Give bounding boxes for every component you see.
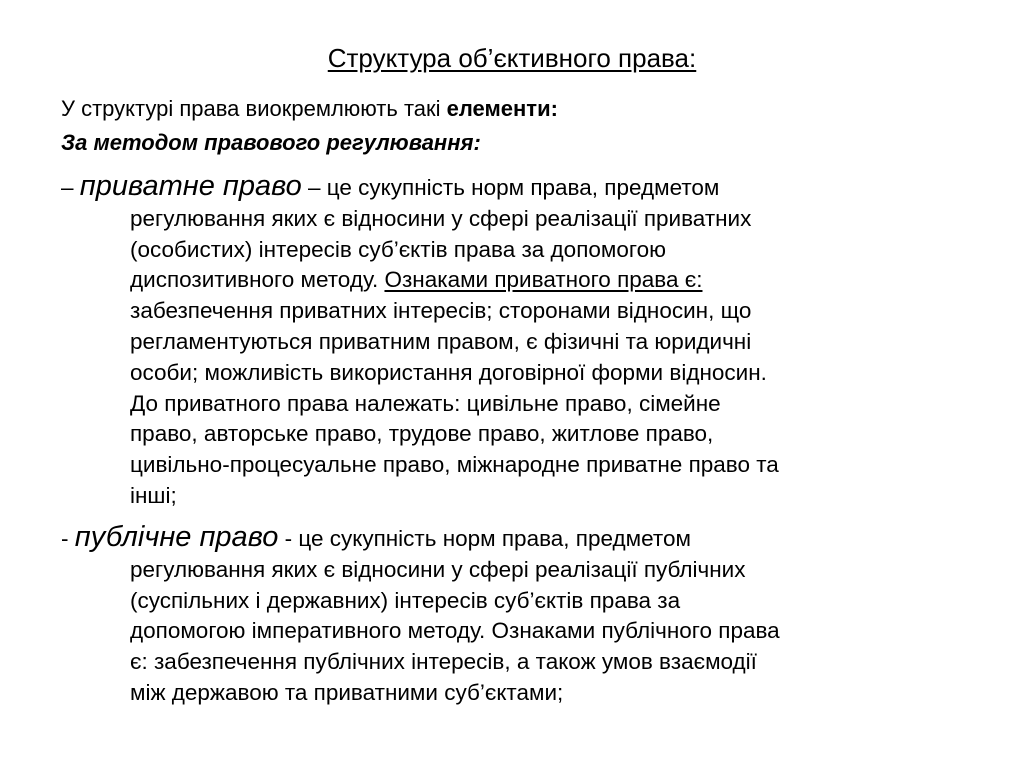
private-law-line: інші; (130, 482, 177, 508)
slide-title: Структура об’єктивного права: (327, 43, 697, 73)
private-law-bullet: – (61, 175, 80, 200)
public-law-first-line (61, 522, 966, 555)
intro-text (61, 94, 558, 124)
private-law-line: регламентуються приватним правом, є фізичні та юридичні (130, 328, 752, 354)
method-heading: За методом правового регулювання: (61, 130, 481, 155)
public-law-term: публічне право (74, 521, 279, 553)
public-law-line: (суспільних і державних) інтересів суб’єктів права за (130, 587, 681, 613)
public-law-line: допомогою імперативного методу. Ознаками публічного права (130, 618, 780, 644)
private-law-line: До приватного права належать: цивільне право, сімейне (130, 390, 721, 416)
private-law-line: цивільно-процесуальне право, міжнародне приватне право та (130, 452, 779, 478)
private-law-line: право, авторське право, трудове право, житлове право, (130, 421, 714, 447)
private-law-definition-start: – це сукупність норм права, предметом (301, 175, 720, 200)
public-law-bullet: - (61, 526, 75, 551)
public-law-line: регулювання яких є відносини у сфері реалізації публічних (130, 556, 746, 582)
intro-plain: У структурі права виокремлюють такі (61, 96, 447, 121)
public-law-item (61, 522, 966, 709)
private-law-line (61, 265, 966, 296)
private-law-first-line (61, 171, 966, 204)
private-law-line: (особистих) інтересів суб’єктів права за допомогою (130, 236, 666, 262)
public-law-line: є: забезпечення публічних інтересів, а також умов взаємодії (130, 649, 757, 675)
private-law-line: забезпечення приватних інтересів; сторонами відносин, що (130, 298, 752, 324)
private-law-term: приватне право (79, 170, 302, 202)
private-law-line: регулювання яких є відносини у сфері реалізації приватних (130, 205, 752, 231)
private-law-method-text: диспозитивного методу. (130, 267, 385, 293)
public-law-line: між державою та приватними суб’єктами; (130, 679, 564, 705)
private-law-line: особи; можливість використання договірної форми відносин. (130, 359, 767, 385)
public-law-definition-start: - це сукупність норм права, предметом (278, 526, 691, 551)
private-law-item (61, 171, 966, 512)
private-law-features-heading: Ознаками приватного права є: (384, 267, 703, 293)
intro-bold: елементи: (446, 96, 558, 121)
